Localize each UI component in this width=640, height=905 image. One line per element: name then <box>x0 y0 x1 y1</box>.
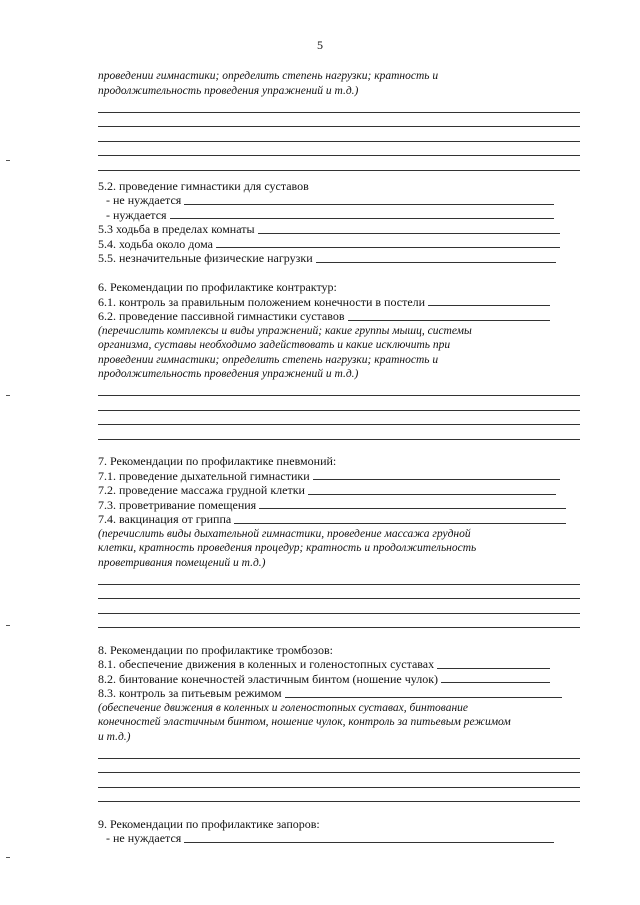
section-7-heading: 7. Рекомендации по профилактике пневмоний: <box>98 454 337 468</box>
answer-field[interactable] <box>428 305 550 306</box>
answer-line[interactable] <box>98 759 580 774</box>
instruction-text: клетки, кратность проведения процедур; кратность и продолжительность <box>98 542 477 554</box>
margin-tick <box>6 625 10 626</box>
instruction-text: продолжительность проведения упражнений и т.д.) <box>98 368 359 380</box>
item-7-4: 7.4. вакцинация от гриппа <box>98 512 580 527</box>
answer-line[interactable] <box>98 570 580 585</box>
answer-field[interactable] <box>308 494 556 495</box>
section-9-heading: 9. Рекомендации по профилактике запоров: <box>98 816 320 831</box>
answer-line[interactable] <box>98 788 580 803</box>
answer-line[interactable] <box>98 411 580 426</box>
section-8-heading: 8. Рекомендации по профилактике тромбозов: <box>98 642 333 657</box>
answer-field[interactable] <box>216 247 560 248</box>
answer-field[interactable] <box>441 682 550 683</box>
instruction-text: конечностей эластичным бинтом, ношение чулок, контроль за питьевым режимом <box>98 716 511 728</box>
answer-line[interactable] <box>98 585 580 600</box>
answer-line[interactable] <box>98 156 580 171</box>
answer-field[interactable] <box>313 479 560 480</box>
page-number: 5 <box>317 38 323 52</box>
answer-line[interactable] <box>98 396 580 411</box>
instruction-text: организма, суставы необходимо задействовать и какие исключить при <box>98 339 451 351</box>
instruction-text: (перечислить комплексы и виды упражнений; какие группы мышц, системы <box>98 324 472 337</box>
answer-line[interactable] <box>98 744 580 759</box>
instruction-text: продолжительность проведения упражнений и т.д.) <box>98 84 359 97</box>
answer-line[interactable] <box>98 599 580 614</box>
item-5-2: 5.2. проведение гимнастики для суставов <box>98 178 309 193</box>
answer-line[interactable] <box>98 773 580 788</box>
answer-line[interactable] <box>98 113 580 128</box>
answer-field[interactable] <box>259 508 566 509</box>
answer-line[interactable] <box>98 142 580 157</box>
answer-field[interactable] <box>184 204 554 205</box>
answer-field[interactable] <box>348 320 550 321</box>
answer-field[interactable] <box>437 668 550 669</box>
instruction-text: проведении гимнастики; определить степень нагрузки; кратность и <box>98 353 439 366</box>
instruction-text: (обеспечение движения в коленных и голеностопных суставах, бинтование <box>98 701 469 714</box>
item-8-1: 8.1. обеспечение движения в коленных и голеностопных суставах <box>98 657 580 672</box>
form-content <box>98 69 580 846</box>
instruction-text: (перечислить виды дыхательной гимнастики, проведение массажа грудной <box>98 527 471 540</box>
item-5-2-not-needed: - не нуждается <box>98 193 580 208</box>
answer-line[interactable] <box>98 425 580 440</box>
answer-line[interactable] <box>98 382 580 397</box>
answer-field[interactable] <box>258 233 560 234</box>
item-5-5: 5.5. незначительные физические нагрузки <box>98 251 580 266</box>
item-6-1: 6.1. контроль за правильным положением конечности в постели <box>98 295 580 310</box>
item-5-3: 5.3 ходьба в пределах комнаты <box>98 222 580 237</box>
item-5-2-needed: - нуждается <box>98 208 580 223</box>
item-7-1: 7.1. проведение дыхательной гимнастики <box>98 469 580 484</box>
answer-line[interactable] <box>98 98 580 113</box>
item-7-3: 7.3. проветривание помещения <box>98 498 580 513</box>
item-8-3: 8.3. контроль за питьевым режимом <box>98 686 580 701</box>
margin-tick <box>6 395 10 396</box>
answer-field[interactable] <box>316 262 556 263</box>
answer-field[interactable] <box>184 842 554 843</box>
answer-line[interactable] <box>98 614 580 629</box>
instruction-text: и т.д.) <box>98 730 131 743</box>
item-9-not-needed: - не нуждается <box>98 831 580 846</box>
answer-line[interactable] <box>98 127 580 142</box>
answer-field[interactable] <box>234 523 566 524</box>
item-5-4: 5.4. ходьба около дома <box>98 237 580 252</box>
item-7-2: 7.2. проведение массажа грудной клетки <box>98 483 580 498</box>
margin-tick <box>6 160 10 161</box>
answer-field[interactable] <box>285 697 562 698</box>
item-6-2: 6.2. проведение пассивной гимнастики суставов <box>98 309 580 324</box>
instruction-text: проветривания помещений и т.д.) <box>98 556 266 569</box>
item-8-2: 8.2. бинтование конечностей эластичным бинтом (ношение чулок) <box>98 672 580 687</box>
answer-field[interactable] <box>170 218 554 219</box>
margin-tick <box>6 857 10 858</box>
section-6-heading: 6. Рекомендации по профилактике контрактур: <box>98 280 337 294</box>
instruction-text: проведении гимнастики; определить степень нагрузки; кратность и <box>98 70 439 82</box>
